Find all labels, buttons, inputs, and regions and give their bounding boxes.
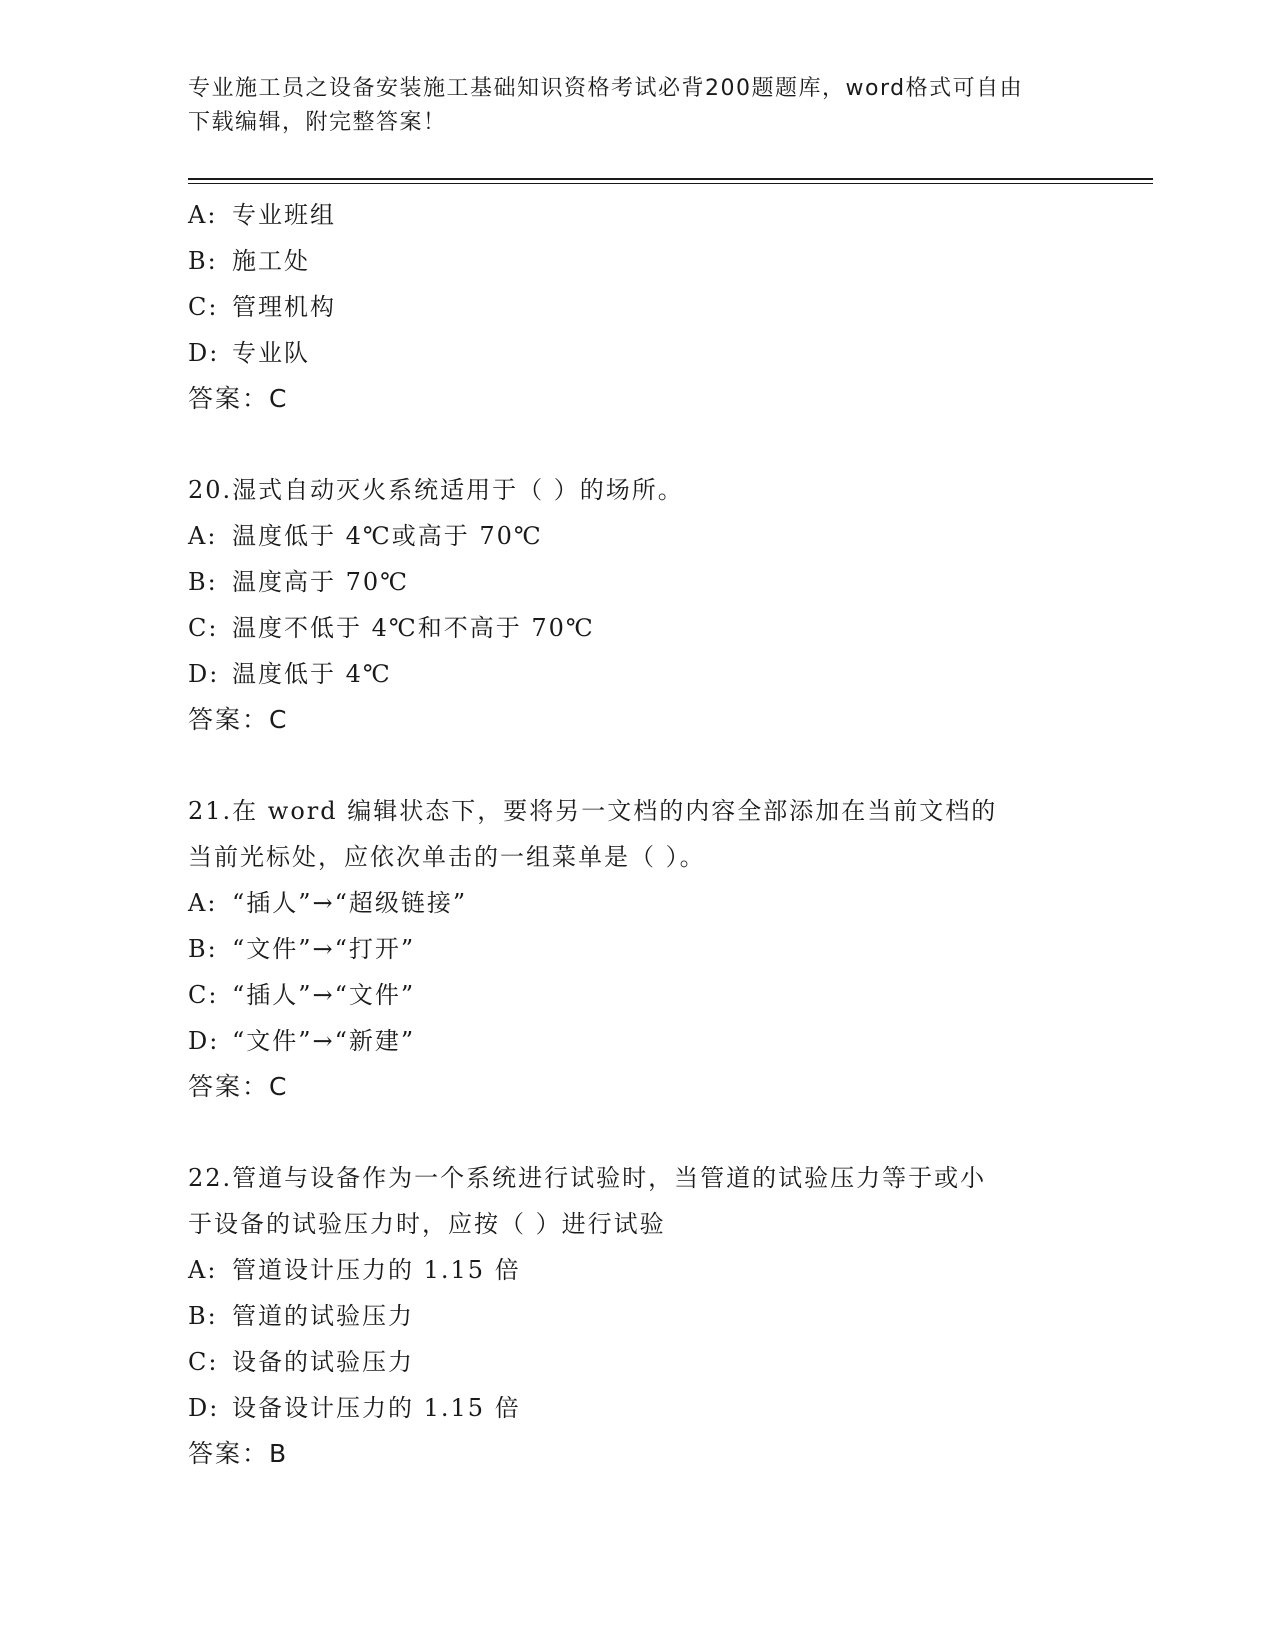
option-c: C: 管理机构 bbox=[188, 293, 336, 321]
header-rule-thin bbox=[188, 183, 1153, 184]
header-line-1: 专业施工员之设备安装施工基础知识资格考试必背200题题库，word格式可自由 bbox=[188, 76, 1024, 101]
option-c: C: 温度不低于 4℃和不高于 70℃ bbox=[188, 614, 595, 642]
option-a: A: 专业班组 bbox=[188, 201, 336, 229]
question-22 bbox=[188, 1155, 1088, 1477]
question-content bbox=[188, 192, 1088, 1477]
option-a: A: “插人”→“超级链接” bbox=[188, 889, 468, 917]
option-b: B: 温度高于 70℃ bbox=[188, 568, 410, 596]
option-d: D: “文件”→“新建” bbox=[188, 1027, 416, 1055]
option-a: A: 温度低于 4℃或高于 70℃ bbox=[188, 522, 543, 550]
option-c: C: 设备的试验压力 bbox=[188, 1348, 414, 1376]
answer: 答案：C bbox=[188, 705, 289, 734]
option-c: C: “插人”→“文件” bbox=[188, 981, 416, 1009]
question-21 bbox=[188, 788, 1088, 1110]
document-header bbox=[188, 72, 1068, 140]
option-a: A: 管道设计压力的 1.15 倍 bbox=[188, 1256, 521, 1284]
option-b: B: 施工处 bbox=[188, 247, 310, 275]
header-line-2: 下载编辑，附完整答案！ bbox=[188, 110, 447, 135]
header-rule-thick bbox=[188, 178, 1153, 180]
question-stem-line-1: 21.在 word 编辑状态下，要将另一文档的内容全部添加在当前文档的 bbox=[188, 797, 998, 825]
question-stem: 20.湿式自动灭火系统适用于（ ）的场所。 bbox=[188, 476, 684, 504]
answer: 答案：B bbox=[188, 1439, 289, 1468]
option-d: D: 专业队 bbox=[188, 339, 310, 367]
question-stem-line-1: 22.管道与设备作为一个系统进行试验时，当管道的试验压力等于或小 bbox=[188, 1164, 987, 1192]
option-d: D: 设备设计压力的 1.15 倍 bbox=[188, 1394, 521, 1422]
question-20 bbox=[188, 467, 1088, 743]
option-b: B: “文件”→“打开” bbox=[188, 935, 416, 963]
answer: 答案：C bbox=[188, 384, 289, 413]
option-b: B: 管道的试验压力 bbox=[188, 1302, 414, 1330]
answer: 答案：C bbox=[188, 1072, 289, 1101]
option-d: D: 温度低于 4℃ bbox=[188, 660, 392, 688]
question-stem-line-2: 于设备的试验压力时，应按（ ）进行试验 bbox=[188, 1210, 666, 1238]
question-stem-line-2: 当前光标处，应依次单击的一组菜单是（ ）。 bbox=[188, 843, 706, 871]
question-19 bbox=[188, 192, 1088, 422]
